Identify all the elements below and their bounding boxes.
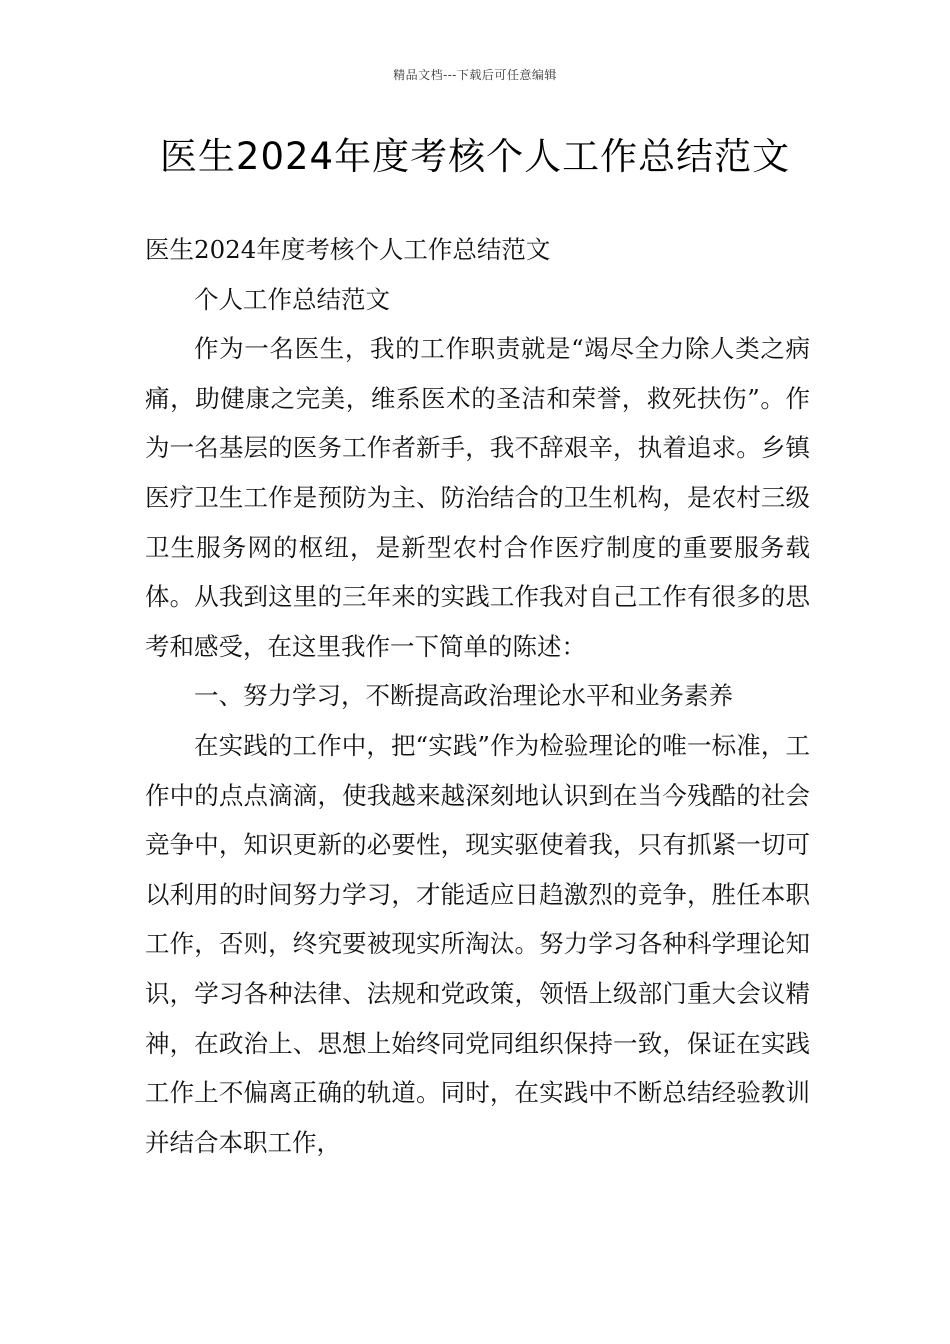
header-note: 精品文档---下载后可任意编辑 [393,68,557,82]
document-body [145,225,810,1167]
document-title: 医生2024年度考核个人工作总结范文 [159,135,791,178]
section-heading-1: 一、努力学习，不断提高政治理论水平和业务素养 [194,681,733,711]
paragraph-intro: 作为一名医生，我的工作职责就是“竭尽全力除人类之病痛，助健康之完美，维系医术的圣洁和荣誉，救死扶伤”。作为一名基层的医务工作者新手，我不辞艰辛，执着追求。乡镇医疗卫生工作是预防为主、防治结合的卫生机构，是农村三级卫生服务网的枢纽，是新型农村合作医疗制度的重要服务载体。从我到这里的三年来的实践工作我对自己工作有很多的思考和感受，在这里我作一下简单的陈述： [145,334,810,661]
paragraph-section-1: 在实践的工作中，把“实践”作为检验理论的唯一标准，工作中的点点滴滴，使我越来越深刻地认识到在当今残酷的社会竞争中，知识更新的必要性，现实驱使着我，只有抓紧一切可以利用的时间努力学习，才能适应日趋激烈的竞争，胜任本职工作，否则，终究要被现实所淘汰。努力学习各种科学理论知识，学习各种法律、法规和党政策，领悟上级部门重大会议精神，在政治上、思想上始终同党同组织保持一致，保证在实践工作上不偏离正确的轨道。同时，在实践中不断总结经验教训并结合本职工作， [145,730,810,1157]
paragraph-subtitle: 医生2024年度考核个人工作总结范文 [145,235,551,264]
paragraph-heading: 个人工作总结范文 [194,284,390,314]
